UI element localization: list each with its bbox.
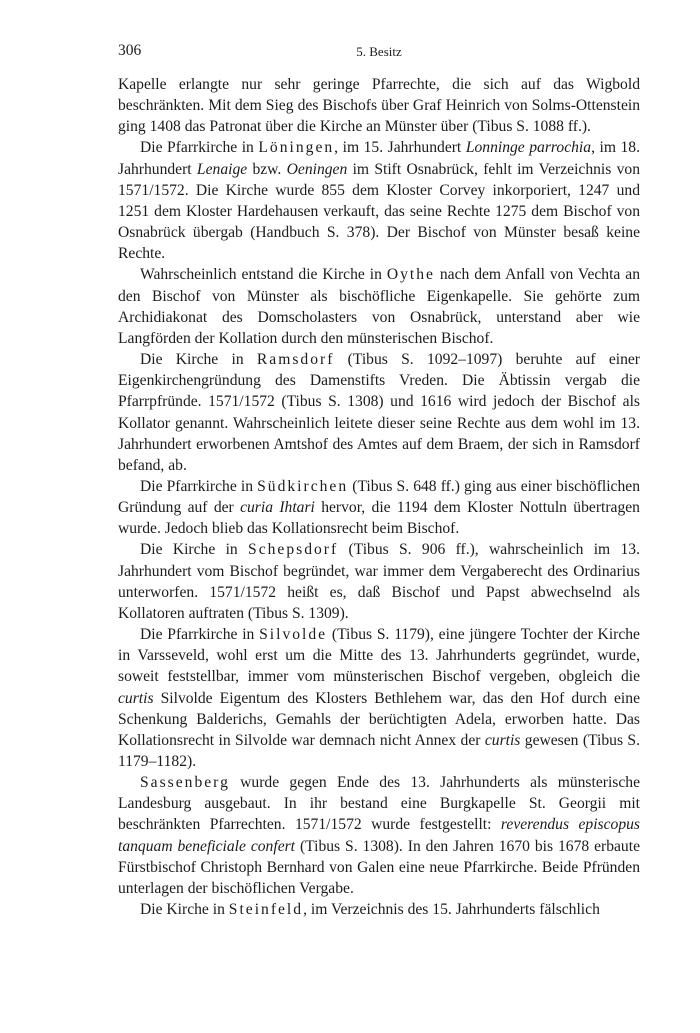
- text-run: Die Kirche in: [140, 901, 229, 919]
- italic-term: Oeningen: [286, 160, 348, 178]
- text-run: gewesen (Tibus S. 1179–1182).: [118, 731, 640, 770]
- italic-term: curtis: [118, 689, 154, 707]
- text-run: Kapelle erlangte nur sehr geringe Pfarrechte, die sich auf das Wigbold beschränkten. Mit dem Sieg des Bischofs über Graf Heinrich von Solms-Ottenstein ging 1408 das Patronat über die Kirche an Münster über (Tibus S. 1088 ff.).: [118, 76, 640, 136]
- italic-term: curtis: [484, 731, 521, 749]
- paragraph: [118, 899, 640, 920]
- text-run: nach dem Anfall von Vechta an den Bischof von Münster als bischöfliche Eigenkapelle. Sie gehörte zum Archidiakonat des Domscholasters von Osnabrück, unterstand aber wie Langförden der Kollation durch den münsterischen Bischof.: [118, 266, 640, 347]
- paragraph: [118, 264, 640, 349]
- text-run: im Stift Osnabrück, fehlt im Verzeichnis von 1571/1572. Die Kirche wurde 855 dem Kloster Corvey inkorporiert, 1247 und 1251 dem Kloster Hardehausen verkauft, das seine Rechte 1275 dem Bischof von Osnabrück übergab (Handbuch S. 378). Der Bischof von Münster besaß keine Rechte.: [118, 160, 641, 263]
- text-run: Wahrscheinlich entstand die Kirche in: [140, 266, 387, 284]
- text-run: , im 15. Jahrhundert: [334, 139, 466, 157]
- text-run: (Tibus S. 1179), eine jüngere Tochter der Kirche in Varsseveld, wohl erst um die Mitte des 13. Jahrhunderts gegründet, wurde, soweit feststellbar, immer vom münsterischen Bischof vergeben, obgleich die: [118, 626, 640, 686]
- text-run: bzw.: [247, 160, 287, 178]
- place-name: Steinfeld: [228, 901, 304, 919]
- text-run: Die Kirche in: [140, 541, 249, 559]
- place-name: Sassenberg: [140, 774, 230, 792]
- place-name: Silvolde: [259, 626, 328, 644]
- body-text: [118, 74, 640, 920]
- italic-term: reverendus episcopus tanquam beneficiale confert: [118, 816, 640, 855]
- paragraph: [118, 476, 640, 539]
- paragraph: [118, 74, 640, 137]
- page-header: [118, 42, 640, 66]
- text-run: Die Pfarrkirche in: [140, 626, 260, 644]
- paragraph: [118, 137, 640, 264]
- place-name: Oythe: [386, 266, 435, 284]
- paragraph: [118, 624, 640, 772]
- text-run: (Tibus S. 906 ff.), wahrscheinlich im 13. Jahrhundert vom Bischof begründet, war immer dem Vergaberecht des Ordinarius unterworfen. 1571/1572 heißt es, daß Bischof und Papst abwechselnd als Kollatoren auftraten (Tibus S. 1309).: [118, 541, 641, 622]
- place-name: Ramsdorf: [256, 351, 335, 369]
- place-name: Südkirchen: [257, 477, 349, 495]
- text-run: (Tibus S. 1308). In den Jahren 1670 bis 1678 erbaute Fürstbischof Christoph Bernhard von Galen eine neue Pfarrkirche. Beide Pfründen unterlagen der bischöflichen Vergabe.: [118, 837, 640, 897]
- paragraph: [118, 349, 640, 476]
- text-run: , im 18. Jahrhundert: [118, 139, 640, 178]
- text-run: , im Verzeichnis des 15. Jahrhunderts fälschlich: [303, 901, 600, 919]
- running-head: 5. Besitz: [356, 44, 402, 59]
- page-number: 306: [118, 42, 142, 59]
- paragraph: [118, 772, 640, 899]
- text-run: (Tibus S. 648 ff.) ging aus einer bischöflichen Gründung auf der: [118, 477, 640, 517]
- text-run: Die Pfarrkirche in: [140, 139, 259, 157]
- text-run: (Tibus S. 1092–1097) beruhte auf einer Eigenkirchengründung des Damenstifts Vreden. Die Äbtissin vergab die Pfarrpfründe. 1571/1572 (Tibus S. 1308) und 1616 wird jedoch der Bischof als Kollator genannt. Wahrscheinlich leitete dieser seine Rechte aus dem wohl im 13. Jahrhundert erworbenen Amtshof des Amtes auf dem Braem, der sich in Ramsdorf befand, ab.: [118, 351, 641, 474]
- italic-term: curia Ihtari: [240, 499, 315, 517]
- text-run: Silvolde Eigentum des Klosters Bethlehem war, das den Hof durch eine Schenkung Balderichs, Gemahls der berüchtigten Adela, erworben hatte. Das Kollationsrecht in Silvolde war demnach nicht Annex der: [118, 689, 640, 749]
- text-run: hervor, die 1194 dem Kloster Nottuln übertragen wurde. Jedoch blieb das Kollationsrecht beim Bischof.: [118, 499, 640, 538]
- paragraph: [118, 539, 640, 624]
- text-run: Die Kirche in: [140, 351, 257, 369]
- book-page: [118, 42, 640, 920]
- text-run: wurde gegen Ende des 13. Jahrhunderts als münsterische Landesburg ausgebaut. In ihr bestand eine Burgkapelle St. Georgii mit beschränkten Pfarrechten. 1571/1572 wurde festgestellt:: [118, 774, 640, 834]
- place-name: Schepsdorf: [248, 541, 339, 559]
- text-run: Die Pfarrkirche in: [140, 477, 258, 495]
- italic-term: Lenaige: [196, 160, 248, 178]
- italic-term: Lonninge parrochia: [465, 139, 592, 157]
- place-name: Löningen: [258, 139, 335, 157]
